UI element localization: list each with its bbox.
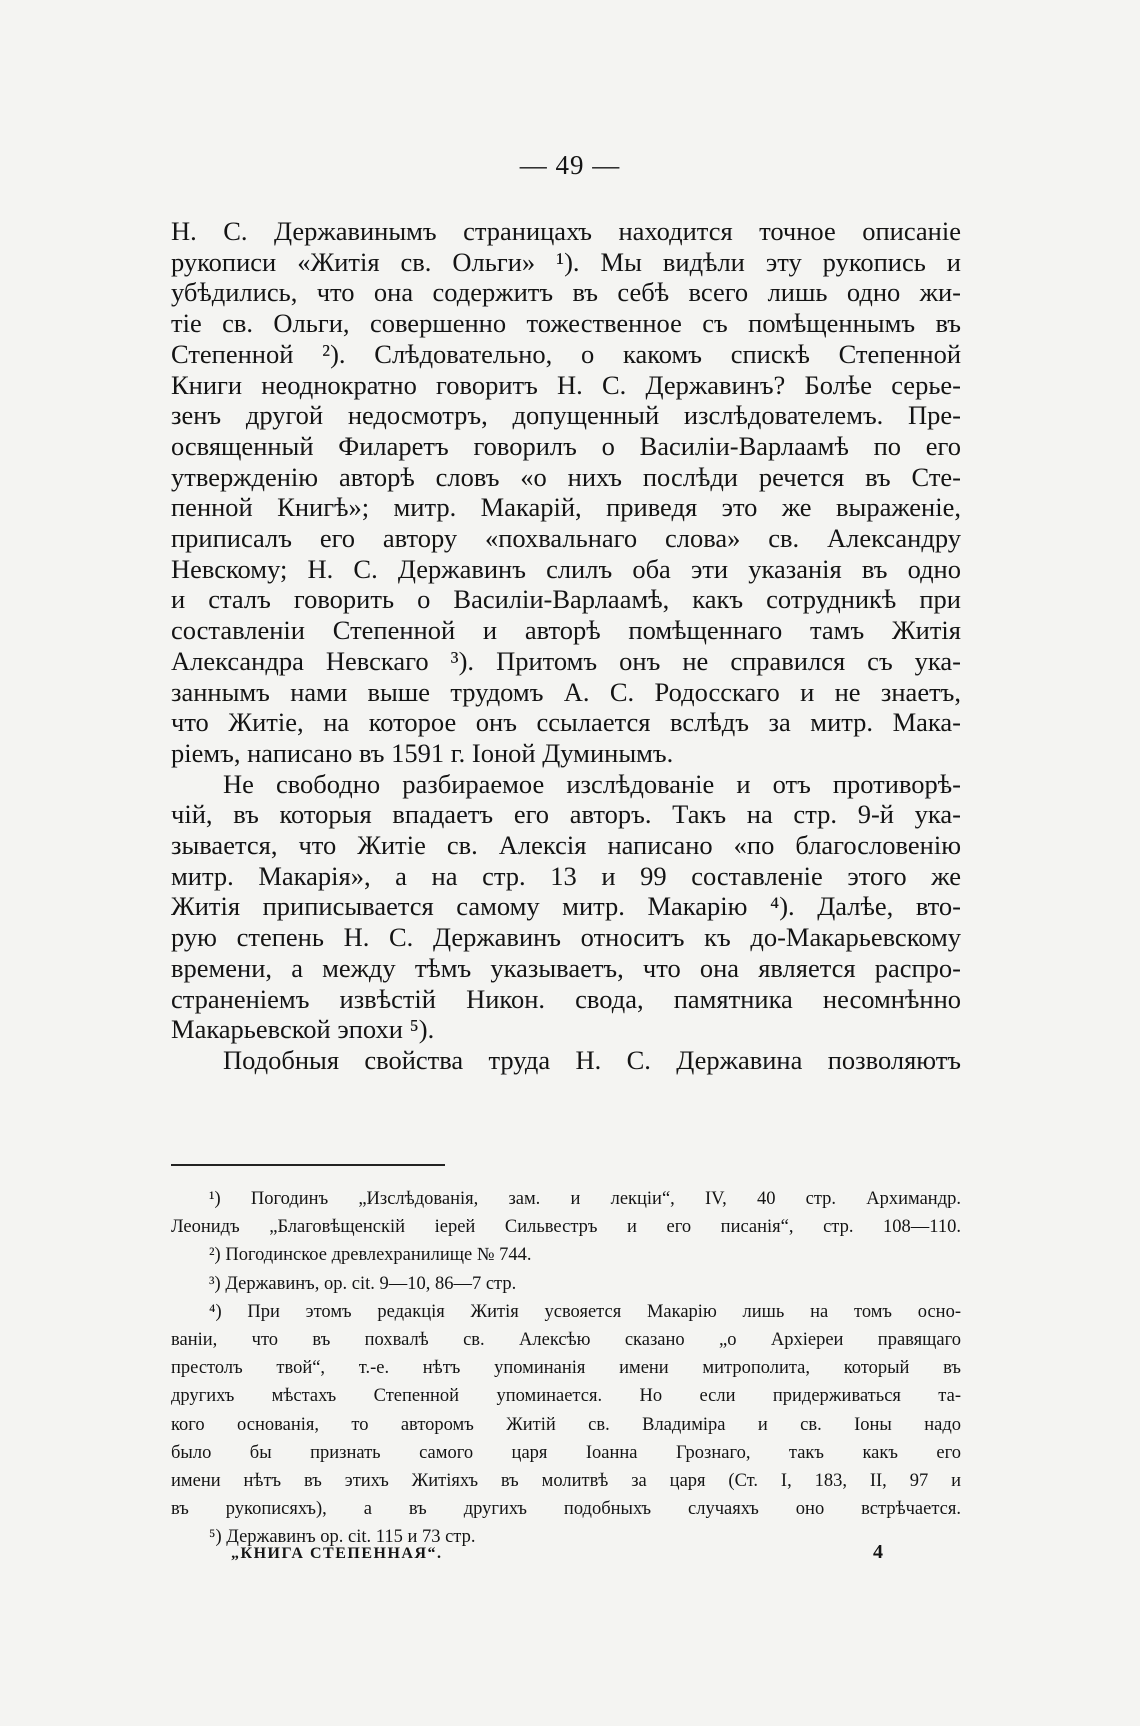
footnote-line: ⁵) Державинъ op. cit. 115 и 73 стр. xyxy=(209,1527,476,1548)
text-line: чій, въ которыя впадаетъ его авторъ. Такъ на стр. 9-й ука- xyxy=(171,799,961,830)
text-line: зенъ другой недосмотръ, допущенный изслѣдователемъ. Пре- xyxy=(171,400,961,431)
footnote-line: ¹) Погодинъ „Изслѣдованія, зам. и лекціи“, IV, 40 стр. Архимандр. xyxy=(209,1189,961,1209)
text-line: что Житіе, на которое онъ ссылается вслѣдъ за митр. Мака- xyxy=(171,707,961,738)
text-line: Макарьевской эпохи ⁵). xyxy=(171,1014,435,1045)
footnote-line: въ рукописяхъ), а въ другихъ подобныхъ случаяхъ оно встрѣчается. xyxy=(171,1499,961,1520)
footnote-line: имени нѣтъ въ этихъ Житіяхъ въ молитвѣ за царя (Ст. I, 183, II, 97 и xyxy=(171,1471,961,1492)
footnote-line: престолъ твой“, т.-е. нѣтъ упоминанія имени митрополита, который въ xyxy=(171,1358,961,1379)
text-line: приписалъ его автору «похвальнаго слова» св. Александру xyxy=(171,523,961,554)
footnote-line: ³) Державинъ, op. cit. 9—10, 86—7 стр. xyxy=(209,1273,517,1294)
text-line: рую степень Н. С. Державинъ относитъ къ до-Макарьевскому xyxy=(171,922,961,953)
text-line: составленіи Степенной и авторѣ помѣщеннаго тамъ Житія xyxy=(171,615,961,646)
footnote-line: другихъ мѣстахъ Степенной упоминается. Но если придерживаться та- xyxy=(171,1386,961,1407)
text-line: заннымъ нами выше трудомъ А. С. Родосскаго и не знаетъ, xyxy=(171,676,961,707)
text-line: Житія приписывается самому митр. Макарію ⁴). Далѣе, вто- xyxy=(171,891,961,922)
text-line: Степенной ²). Слѣдовательно, о какомъ спискѣ Степенной xyxy=(171,338,961,369)
sheet-number: 4 xyxy=(873,1541,883,1563)
footnote-line: кого основанія, то авторомъ Житій св. Владиміра и св. Іоны надо xyxy=(171,1414,961,1435)
text-line: зывается, что Житіе св. Алексія написано «по благословенію xyxy=(171,830,961,861)
footnote-line: ²) Погодинское древлехранилище № 744. xyxy=(209,1245,532,1266)
page-number: — 49 — xyxy=(519,150,621,180)
text-line: Александра Невскаго ³). Притомъ онъ не справился съ ука- xyxy=(171,645,961,676)
text-line: убѣдились, что она содержитъ въ себѣ всего лишь одно жи- xyxy=(171,277,961,308)
footnote-line: Леонидъ „Благовѣщенскій іерей Сильвестръ и его писанія“, стр. 108—110. xyxy=(171,1217,961,1238)
text-line: Книги неоднократно говоритъ Н. С. Державинъ? Болѣе серье- xyxy=(171,369,961,400)
text-line: времени, а между тѣмъ указываетъ, что она является распро- xyxy=(171,952,961,983)
text-line: митр. Макарія», а на стр. 13 и 99 составленіе этого же xyxy=(171,860,961,891)
text-line: Н. С. Державинымъ страницахъ находится точное описаніе xyxy=(171,216,961,246)
footnote-line: ваніи, что въ похвалѣ св. Алексѣю сказано „о Архіереи правящаго xyxy=(171,1330,961,1351)
text-line: утвержденію авторѣ словъ «о нихъ послѣди речется въ Сте- xyxy=(171,461,961,492)
text-line: ріемъ, написано въ 1591 г. Іоной Думинымъ. xyxy=(171,737,674,768)
footnotes xyxy=(171,1185,961,1552)
footnote-line: ⁴) При этомъ редакція Житія усвояется Макарію лишь на томъ осно- xyxy=(209,1301,961,1322)
text-line: Подобныя свойства труда Н. С. Державина позволяютъ xyxy=(223,1044,961,1075)
text-line: пенной Книгѣ»; митр. Макарій, приведя это же выраженіе, xyxy=(171,492,961,523)
text-line: Невскому; Н. С. Державинъ слилъ оба эти указанія въ одно xyxy=(171,553,961,584)
footnote-line: было бы признать самого царя Іоанна Грознаго, такъ какъ его xyxy=(171,1442,961,1463)
main-text xyxy=(171,216,961,1076)
text-line: тіе св. Ольги, совершенно тожественное съ помѣщеннымъ въ xyxy=(171,308,961,339)
text-line: освященный Филаретъ говорилъ о Василіи-Варлаамѣ по его xyxy=(171,430,961,461)
footnote-divider xyxy=(171,1164,445,1166)
text-line: страненіемъ извѣстій Никон. свода, памятника несомнѣнно xyxy=(171,983,961,1014)
text-line: рукописи «Житія св. Ольги» ¹). Мы видѣли эту рукопись и xyxy=(171,246,961,277)
signature-mark: „КНИГА СТЕПЕННАЯ“. xyxy=(231,1545,443,1562)
text-line: и сталъ говорить о Василіи-Варлаамѣ, какъ сотрудникѣ при xyxy=(171,584,961,615)
text-line: Не свободно разбираемое изслѣдованіе и отъ противорѣ- xyxy=(223,768,961,799)
